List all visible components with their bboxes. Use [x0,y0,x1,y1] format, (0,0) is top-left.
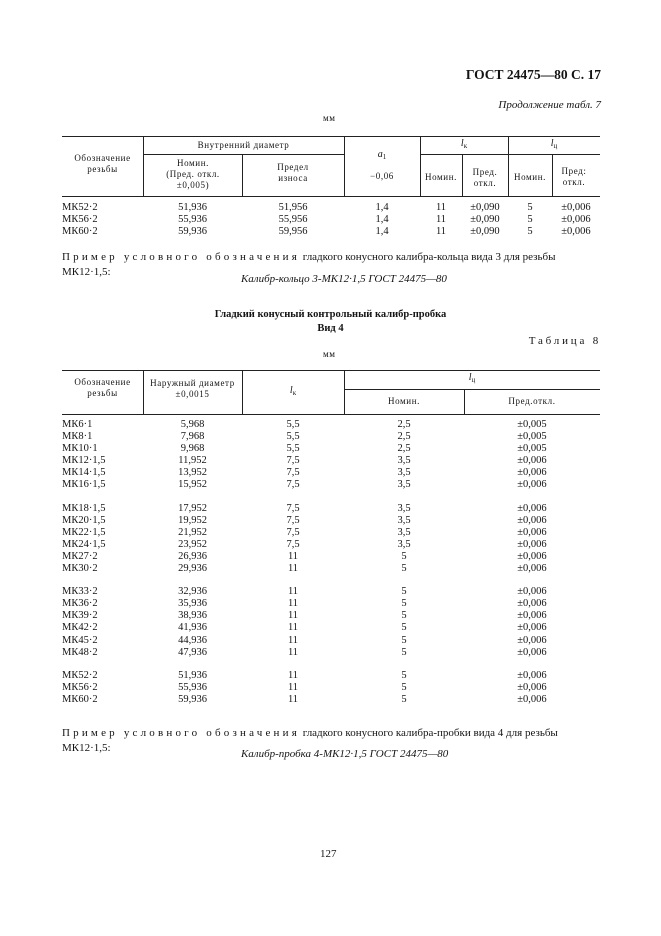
table-cell: МК45·2 [62,634,98,646]
table-cell: 3,5 [397,455,411,467]
table-cell: МК30·2 [62,563,98,575]
table-cell: 5 [401,634,407,646]
table-cell: 11 [287,634,299,646]
table-cell: МК10·1 [62,443,98,455]
page-header: ГОСТ 24475—80 С. 17 [465,67,601,82]
table-cell: ±0,006 [517,610,547,622]
t7-header-a1-tolerance: −0,06 [370,171,394,181]
table-cell: 3,5 [397,479,411,491]
table-cell: 11 [287,610,299,622]
t7-header-lc: $l_ц$ [550,138,558,150]
table-cell: 26,936 [178,550,207,562]
table-cell: 2,5 [397,431,411,443]
example1-designation: Калибр-кольцо 3-МК12·1,5 ГОСТ 24475—80 [241,273,447,285]
table-cell: ±0,006 [517,479,547,491]
table-cell: 3,5 [397,467,411,479]
table-cell: 13,952 [178,467,207,479]
table-row [62,455,600,467]
table-cell: 1,4 [375,226,389,238]
table-row [62,431,600,443]
table-cell: 11 [287,563,299,575]
t8-header-nominal: Номин. [387,396,420,406]
table-cell: 9,968 [180,443,205,455]
t7-header-a1: $a_1$ [377,149,387,161]
table-cell: МК39·2 [62,610,98,622]
page-number: 127 [320,848,337,860]
example1-paragraph: Пример условного обозначения гладкого конусного калибра-кольца вида 3 для резьбы МК12·1,5: [62,251,556,278]
table-cell: 55,956 [278,214,308,226]
table-cell: 5 [401,622,407,634]
table-cell: МК52·2 [62,669,98,681]
table-cell: 55,936 [178,214,207,226]
table-cell: 5 [527,202,533,213]
table-cell: ±0,006 [517,586,547,598]
table-cell: МК8·1 [62,431,93,443]
table-cell: 5 [401,693,407,705]
table-cell: 51,956 [278,202,308,213]
table-cell: 5 [527,214,533,226]
section-subtitle: Вид 4 [317,323,344,334]
table-cell: 7,5 [286,455,300,467]
continuation-note: Продолжение табл. 7 [498,99,601,111]
table-cell: 5 [401,598,407,610]
table-cell: МК33·2 [62,586,98,598]
table-cell: 11 [435,202,447,213]
table-cell: 11,952 [178,455,207,467]
table-cell: 5,5 [286,419,300,430]
table-row [62,539,600,551]
table-cell: 59,936 [178,226,207,238]
example2-paragraph: Пример условного обозначения гладкого конусного калибра-пробки вида 4 для резьбы МК12·1,5: [62,727,558,754]
table-cell: МК24·1,5 [62,538,106,550]
table-cell: ±0,006 [517,563,547,575]
table-cell: ±0,006 [561,214,591,226]
table-cell: 7,5 [286,479,300,491]
t7-header-wear-limit: Предел износа [277,162,309,183]
table-cell: 7,968 [180,431,205,443]
table-cell: 5 [401,610,407,622]
table-cell: 35,936 [178,598,207,610]
table-cell: МК52·2 [62,202,98,213]
t7-header-designation: Обозначение резьбы [74,153,131,174]
table-row [62,479,600,491]
table-row [62,622,600,634]
table-cell: 11 [287,669,299,681]
table-cell: 3,5 [397,514,411,526]
table-cell: 2,5 [397,443,411,455]
t8-header-lk: $l_к$ [289,385,297,397]
table-cell: ±0,006 [517,669,547,681]
table-cell: 3,5 [397,526,411,538]
table8-body [62,419,600,706]
t8-header-deviation: Пред.откл. [508,396,556,406]
table-row [62,214,600,226]
table-cell: 15,952 [178,479,207,491]
t8-header-outer-diameter: Наружный диаметр ±0,0015 [150,378,235,399]
table8-unit: мм [323,349,336,359]
table-cell: 3,5 [397,538,411,550]
table-cell: 51,936 [178,202,207,213]
table-cell: 11 [287,598,299,610]
section-title: Гладкий конусный контрольный калибр-пробка [214,309,447,320]
table-cell: 44,936 [178,634,207,646]
table-cell: 29,936 [178,563,207,575]
table-cell: 5 [401,550,407,562]
t7-header-inner-diameter: Внутренний диаметр [197,140,290,150]
table-cell: ±0,006 [517,646,547,658]
table-row [62,598,600,610]
table-cell: 47,936 [178,646,207,658]
table-row [62,610,600,622]
table-cell: МК12·1,5 [62,455,106,467]
table-cell: 7,5 [286,502,300,514]
table-cell: МК48·2 [62,646,98,658]
table-cell: МК60·2 [62,226,98,238]
table-row [62,551,600,563]
table-cell: 11 [287,586,299,598]
table-row [62,443,600,455]
table-row [62,563,600,575]
table-cell: 32,936 [178,586,207,598]
table-cell: 5 [527,226,533,238]
table-cell: ±0,090 [470,202,500,213]
table-cell: МК16·1,5 [62,479,106,491]
table-cell: ±0,006 [517,598,547,610]
table-cell: 11 [287,693,299,705]
table-cell: МК6·1 [62,419,93,430]
table-cell: 2,5 [397,419,411,430]
table-cell: 7,5 [286,526,300,538]
table-cell: 21,952 [178,526,207,538]
table-cell: 38,936 [178,610,207,622]
table-row [62,586,600,598]
table-cell: 7,5 [286,467,300,479]
table-cell: ±0,006 [561,226,591,238]
table-cell: 5 [401,681,407,693]
table-cell: 5 [401,646,407,658]
table-cell: ±0,006 [517,550,547,562]
t7-header-nominal: Номин. (Пред. откл. ±0,005) [166,158,220,190]
table-cell: ±0,006 [517,538,547,550]
table-cell: 5 [401,669,407,681]
table-cell: МК60·2 [62,693,98,705]
table-cell: МК56·2 [62,681,98,693]
t7-header-lc-deviation: Пред: откл. [561,166,587,187]
table-cell: 5 [401,563,407,575]
table-row [62,527,600,539]
table-cell: МК36·2 [62,598,98,610]
t7-header-lk: $l_к$ [460,138,468,150]
table-cell: ±0,006 [517,502,547,514]
table-cell: 19,952 [178,514,207,526]
table-row [62,467,600,479]
table-row [62,503,600,515]
t7-header-lc-nominal: Номин. [513,172,546,182]
table-cell: 5,968 [180,419,205,430]
table-row [62,635,600,647]
table-cell: 7,5 [286,538,300,550]
table-row [62,202,600,214]
table-row [62,694,600,706]
t8-header-designation: Обозначение резьбы [74,377,131,398]
table-cell: 3,5 [397,502,411,514]
table-cell: ±0,006 [517,514,547,526]
table-cell: ±0,006 [517,455,547,467]
table-cell: 59,956 [278,226,308,238]
table-cell: МК22·1,5 [62,526,106,538]
table-cell: ±0,005 [517,443,547,455]
table-cell: ±0,006 [517,467,547,479]
table-cell: 5,5 [286,431,300,443]
table-cell: МК56·2 [62,214,98,226]
table-cell: 1,4 [375,202,389,213]
table-cell: 11 [287,622,299,634]
table-cell: 23,952 [178,538,207,550]
table-cell: ±0,005 [517,419,547,430]
table-row [62,682,600,694]
table7-body [62,202,600,238]
table-cell: МК27·2 [62,550,98,562]
table-cell: ±0,006 [517,681,547,693]
table-cell: ±0,090 [470,214,500,226]
table-row [62,515,600,527]
table-cell: МК20·1,5 [62,514,106,526]
t7-header-lk-nominal: Номин. [424,172,457,182]
table-cell: ±0,006 [517,526,547,538]
table-cell: 51,936 [178,669,207,681]
table-row [62,419,600,431]
table-cell: 5 [401,586,407,598]
t7-header-lk-deviation: Пред. откл. [472,167,498,188]
table-cell: 41,936 [178,622,207,634]
table-cell: 55,936 [178,681,207,693]
table-cell: 7,5 [286,514,300,526]
table-cell: ±0,006 [517,622,547,634]
table-cell: ±0,006 [561,202,591,213]
table-cell: 11 [287,681,299,693]
table-cell: МК14·1,5 [62,467,106,479]
t8-header-lc: $l_ц$ [468,372,476,384]
table-cell: 11 [435,226,447,238]
table-cell: МК18·1,5 [62,502,106,514]
table-cell: ±0,006 [517,634,547,646]
table-cell: МК42·2 [62,622,98,634]
example2-designation: Калибр-пробка 4-МК12·1,5 ГОСТ 24475—80 [241,748,449,760]
table-cell: 11 [435,214,447,226]
table-cell: 11 [287,646,299,658]
table-cell: 5,5 [286,443,300,455]
table8-label: Таблица 8 [528,335,601,347]
table-cell: 11 [287,550,299,562]
table-cell: ±0,090 [470,226,500,238]
table-cell: 1,4 [375,214,389,226]
table-cell: 59,936 [178,693,207,705]
table-cell: ±0,005 [517,431,547,443]
table-cell: 17,952 [178,502,207,514]
table-cell: ±0,006 [517,693,547,705]
table-row [62,647,600,659]
table-row [62,226,600,238]
table7-unit: мм [323,113,336,123]
table-row [62,670,600,682]
